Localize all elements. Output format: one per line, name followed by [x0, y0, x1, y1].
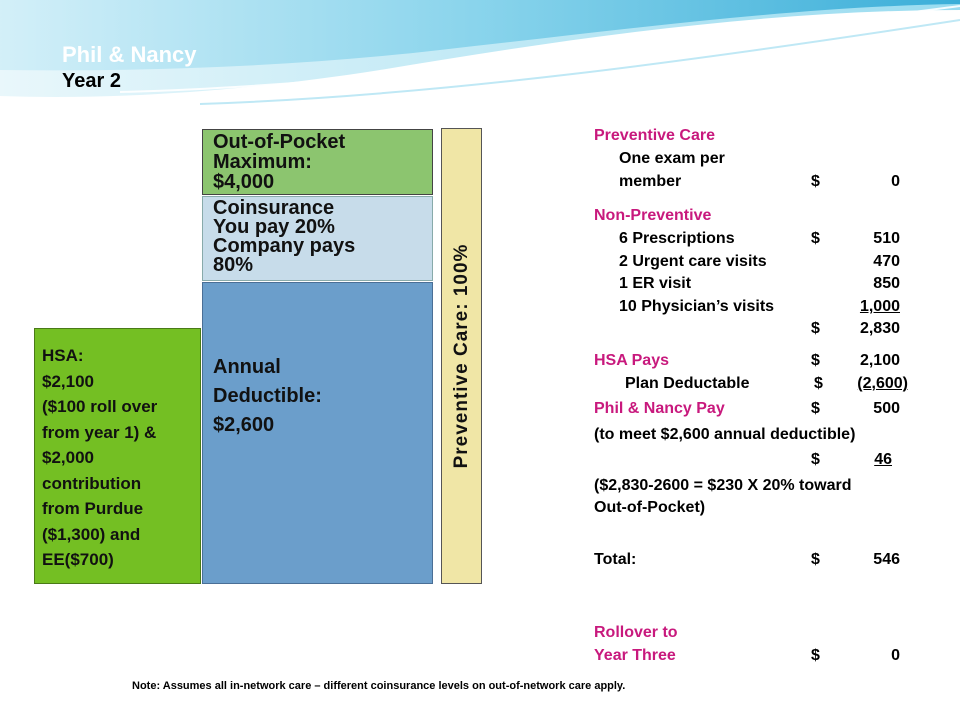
hsa-line: EE($700) [42, 550, 114, 569]
calc-note-line2: Out-of-Pocket) [594, 499, 706, 516]
prescriptions-dollar: $ [811, 230, 820, 247]
deductible-note: (to meet $2,600 annual deductible) [594, 426, 856, 443]
er-visit-amount: 850 [873, 275, 900, 292]
preventive-care-bar [441, 128, 482, 584]
preventive-care-heading: Preventive Care [594, 127, 715, 144]
total-dollar: $ [811, 551, 820, 568]
slide-subtitle: Year 2 [62, 70, 121, 92]
footnote: Note: Assumes all in-network care – different coinsurance levels on out-of-network care apply. [132, 680, 626, 692]
exam-dollar: $ [811, 173, 820, 190]
deductible-line: Deductible: [213, 385, 322, 407]
oop-line: Maximum: [213, 151, 312, 173]
hsa-line: $2,000 [42, 448, 94, 467]
hsa-pays-label: HSA Pays [594, 352, 669, 369]
plan-deductable-dollar: $ [814, 375, 823, 392]
coinsurance-block [202, 196, 433, 281]
urgent-care-amount: 470 [873, 253, 900, 270]
urgent-care-label: 2 Urgent care visits [619, 253, 767, 270]
hsa-line: ($100 roll over [42, 397, 158, 416]
prescriptions-amount: 510 [873, 230, 900, 247]
er-visit-label: 1 ER visit [619, 275, 692, 292]
phil-nancy-pay-label: Phil & Nancy Pay [594, 400, 725, 417]
hsa-line: $2,100 [42, 371, 94, 391]
rollover-label-line2: Year Three [594, 647, 676, 664]
out-of-pocket-block [202, 129, 433, 195]
hsa-block [34, 328, 201, 584]
coinsurance-line: You pay 20% [213, 216, 335, 238]
subtotal-dollar: $ [811, 320, 820, 337]
annual-deductible-block [202, 282, 433, 584]
exam-label-line2: member [619, 173, 682, 190]
hsa-line: from Purdue [42, 499, 144, 518]
non-preventive-heading: Non-Preventive [594, 207, 712, 224]
oop-line: $4,000 [213, 171, 275, 193]
hsa-line: HSA: [42, 346, 84, 365]
coinsurance-line: Company pays [213, 235, 356, 257]
calc-note-line1: ($2,830-2600 = $230 X 20% toward [594, 477, 852, 494]
coinsurance-dollar: $ [811, 451, 820, 468]
rollover-label-line1: Rollover to [594, 624, 678, 641]
deductible-line: Annual [213, 356, 281, 378]
hsa-pays-dollar: $ [811, 352, 820, 369]
plan-deductable-label: Plan Deductable [625, 375, 750, 392]
exam-label-line1: One exam per [619, 150, 725, 167]
physician-visits-label: 10 Physician’s visits [619, 298, 775, 315]
hsa-line: ($1,300) and [42, 524, 141, 544]
plan-deductable-amount: (2,600) [857, 375, 908, 392]
exam-amount: 0 [891, 173, 900, 190]
total-amount: 546 [873, 551, 900, 568]
slide-title: Phil & Nancy [62, 42, 197, 67]
coinsurance-amount: 46 [874, 451, 892, 468]
hsa-line: from year 1) & [42, 422, 157, 442]
rollover-dollar: $ [811, 647, 820, 664]
hsa-pays-amount: 2,100 [859, 352, 900, 369]
prescriptions-label: 6 Prescriptions [619, 230, 735, 247]
oop-line: Out-of-Pocket [213, 131, 346, 153]
deductible-line: $2,600 [213, 414, 275, 436]
phil-nancy-pay-amount: 500 [873, 400, 900, 417]
coinsurance-line: 80% [213, 254, 254, 276]
phil-nancy-pay-dollar: $ [811, 400, 820, 417]
hsa-line: contribution [42, 473, 142, 493]
coinsurance-line: Coinsurance [213, 197, 335, 219]
preventive-care-bar-label: Preventive Care: 100% [450, 243, 472, 469]
rollover-amount: 0 [891, 647, 900, 664]
subtotal-amount: 2,830 [859, 320, 900, 337]
physician-visits-amount: 1,000 [859, 298, 900, 315]
total-label: Total: [594, 551, 637, 568]
